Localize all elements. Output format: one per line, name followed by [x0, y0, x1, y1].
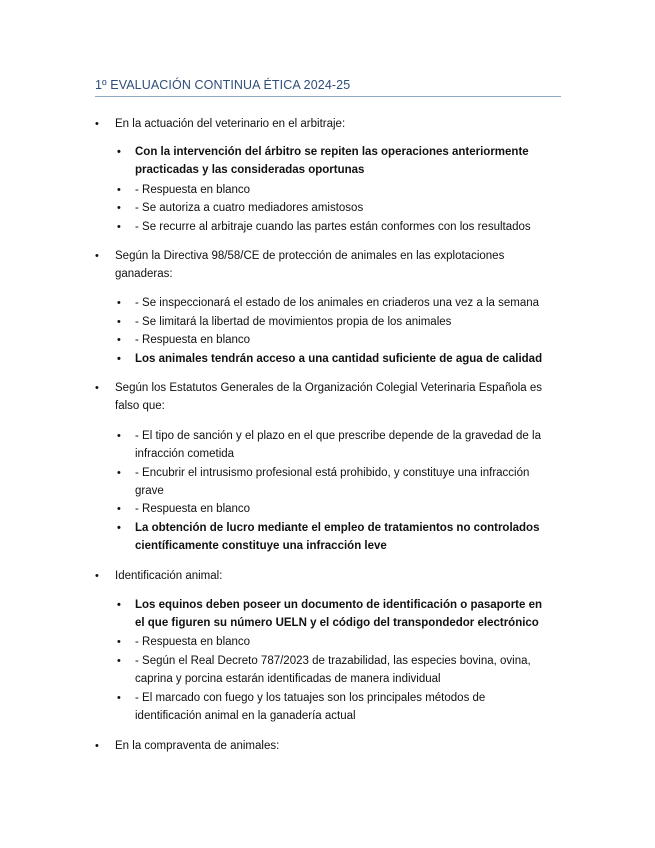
- option-text: - Se inspeccionará el estado de los animales en criaderos una vez a la semana: [135, 297, 540, 309]
- question-3: [95, 379, 555, 415]
- option-correct: [117, 143, 547, 179]
- question-2: [95, 247, 555, 283]
- option-text: Con la intervención del árbitro se repiten las operaciones anteriormente practicadas y las consideradas oportunas: [135, 146, 529, 176]
- question-text: Según los Estatutos Generales de la Organización Colegial Veterinaria Española es falso que:: [115, 382, 543, 412]
- bullet-icon: •: [117, 146, 121, 158]
- bullet-icon: •: [117, 430, 121, 442]
- option: [117, 199, 547, 217]
- bullet-icon: •: [95, 740, 99, 752]
- question-5: [95, 737, 555, 755]
- option-text: La obtención de lucro mediante el empleo de tratamientos no controlados científicamente constituye una infracción leve: [135, 522, 540, 552]
- option-text: - El marcado con fuego y los tatuajes son los principales métodos de identificación animal en la ganadería actual: [135, 692, 486, 722]
- bullet-icon: •: [117, 353, 121, 365]
- bullet-icon: •: [117, 221, 121, 233]
- bullet-icon: •: [117, 316, 121, 328]
- title-divider: [95, 96, 561, 97]
- option: [117, 331, 547, 349]
- option-text: - Respuesta en blanco: [135, 503, 251, 515]
- bullet-icon: •: [95, 382, 99, 394]
- question-text: Según la Directiva 98/58/CE de protección de animales en las explotaciones ganaderas:: [115, 250, 505, 280]
- question-1: [95, 115, 555, 133]
- option: [117, 652, 547, 688]
- option-text: - Respuesta en blanco: [135, 334, 251, 346]
- option-text: - El tipo de sanción y el plazo en el que prescribe depende de la gravedad de la infracción cometida: [135, 430, 541, 460]
- bullet-icon: •: [117, 655, 121, 667]
- bullet-icon: •: [117, 334, 121, 346]
- bullet-icon: •: [117, 202, 121, 214]
- bullet-icon: •: [95, 118, 99, 130]
- option: [117, 218, 547, 236]
- option-text: - Respuesta en blanco: [135, 184, 251, 196]
- bullet-icon: •: [117, 599, 121, 611]
- option-text: - Se recurre al arbitraje cuando las partes están conformes con los resultados: [135, 221, 531, 233]
- question-text: En la actuación del veterinario en el arbitraje:: [115, 118, 346, 130]
- option: [117, 633, 547, 651]
- bullet-icon: •: [117, 467, 121, 479]
- question-4: [95, 567, 555, 585]
- option: [117, 313, 547, 331]
- option: [117, 689, 547, 725]
- option: [117, 181, 547, 199]
- option-text: Los equinos deben poseer un documento de identificación o pasaporte en el que figuren su número UELN y el código del transpondedor electrónico: [135, 599, 543, 629]
- page-title: 1º EVALUACIÓN CONTINUA ÉTICA 2024-25: [95, 78, 351, 92]
- bullet-icon: •: [95, 570, 99, 582]
- bullet-icon: •: [117, 503, 121, 515]
- question-text: En la compraventa de animales:: [115, 740, 280, 752]
- option-correct: [117, 350, 547, 368]
- question-text: Identificación animal:: [115, 570, 223, 582]
- bullet-icon: •: [117, 522, 121, 534]
- option-text: - Según el Real Decreto 787/2023 de trazabilidad, las especies bovina, ovina, caprina y porcina estarán identificadas de manera individual: [135, 655, 531, 685]
- bullet-icon: •: [117, 184, 121, 196]
- option-text: - Respuesta en blanco: [135, 636, 251, 648]
- option-correct: [117, 519, 547, 555]
- bullet-icon: •: [117, 297, 121, 309]
- option-text: - Se limitará la libertad de movimientos propia de los animales: [135, 316, 452, 328]
- option: [117, 427, 547, 463]
- bullet-icon: •: [117, 636, 121, 648]
- bullet-icon: •: [95, 250, 99, 262]
- option: [117, 294, 547, 312]
- bullet-icon: •: [117, 692, 121, 704]
- option-correct: [117, 596, 547, 632]
- option-text: - Encubrir el intrusismo profesional está prohibido, y constituye una infracción grave: [135, 467, 530, 497]
- option-text: Los animales tendrán acceso a una cantidad suficiente de agua de calidad: [135, 353, 543, 365]
- option: [117, 500, 547, 518]
- option: [117, 464, 547, 500]
- option-text: - Se autoriza a cuatro mediadores amistosos: [135, 202, 364, 214]
